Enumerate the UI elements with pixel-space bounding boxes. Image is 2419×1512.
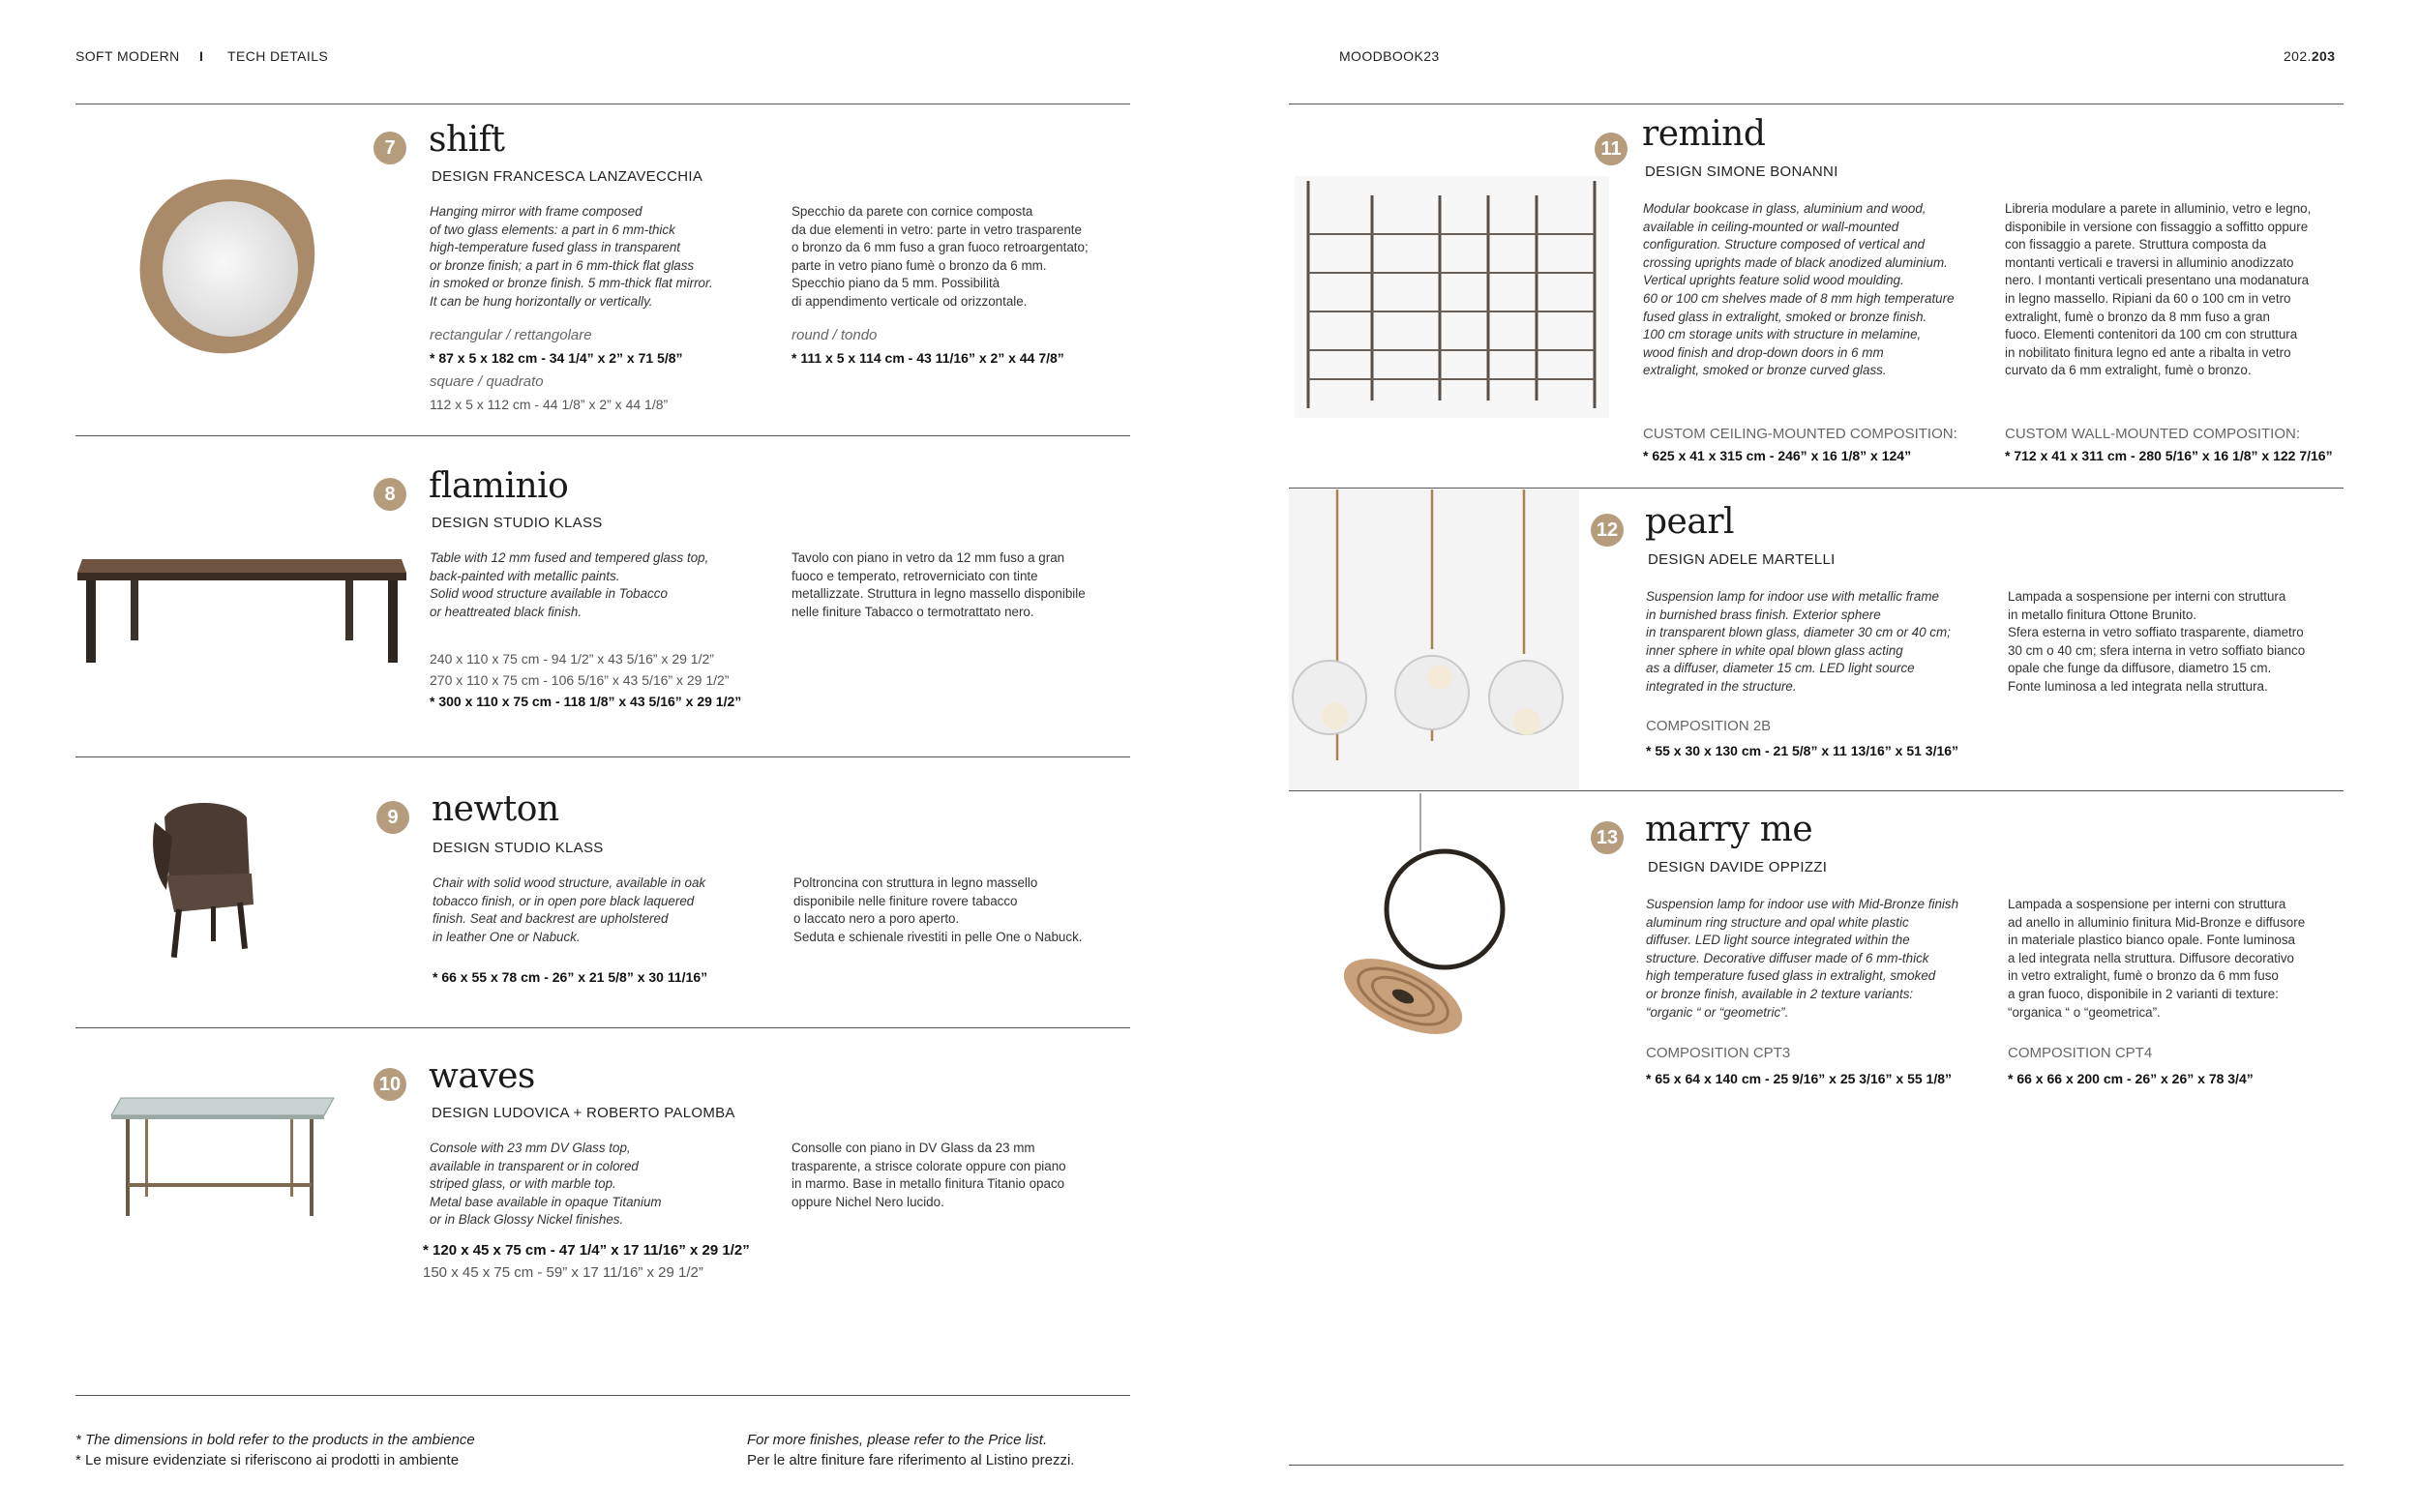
product-number-badge: 12 — [1591, 514, 1624, 547]
composition-label: COMPOSITION CPT4 — [2008, 1045, 2153, 1061]
designer-name: DESIGN STUDIO KLASS — [433, 840, 604, 856]
waves-console-image — [106, 1088, 339, 1229]
description-english: Hanging mirror with frame composed of two glass elements: a part in 6 mm-thick high-temperature fused glass in transparent or bronze finish; a part in 6 mm-thick flat glass in smoked or bronze finish. 5 mm-thick flat mirror. It can be hung horizontally or vertically. — [430, 204, 713, 309]
description-italian: Specchio da parete con cornice composta da due elementi in vetro: parte in vetro trasparente o bronzo da 6 mm fuso a gran fuoco retroargentato; parte in vetro piano fumè o bronzo da 6 mm. Specchio piano da 5 mm. Possibilità di appendimento verticale od orizzontale. — [791, 204, 1089, 309]
composition-label: COMPOSITION 2B — [1646, 718, 1772, 734]
description-italian: Lampada a sospensione per interni con struttura ad anello in alluminio finitura Mid-Bronze e diffusore in materiale plastico bianco opale. Fonte luminosa a led integrata nella struttura. Diffusore decorativo in vetro extralight, fumè o bronzo da 6 mm fuso a gran fuoco, disponibile in 2 varianti di texture: “organica “ o “geometrica”. — [2008, 897, 2306, 1020]
product-number-badge: 10 — [373, 1068, 406, 1101]
variant-label: square / quadrato — [430, 373, 544, 390]
header-separator: I — [199, 48, 204, 64]
description-english: Table with 12 mm fused and tempered glass top, back-painted with metallic paints. Solid wood structure available in Tobacco or heattreated black finish. — [430, 550, 709, 619]
variant-label: round / tondo — [791, 327, 878, 343]
divider — [1289, 488, 2344, 489]
product-title: shift — [429, 120, 505, 160]
product-title: flaminio — [429, 466, 569, 506]
divider — [1289, 1465, 2344, 1466]
description-english: Chair with solid wood structure, available in oak tobacco finish, or in open pore black laquered finish. Seat and backrest are upholstered in leather One or Nabuck. — [433, 875, 706, 944]
product-title: marry me — [1645, 810, 1813, 849]
remind-bookcase-image — [1295, 176, 1609, 423]
dimension-bold: * 300 x 110 x 75 cm - 118 1/8” x 43 5/16” x 29 1/2” — [430, 694, 742, 709]
shift-mirror-image — [126, 164, 319, 363]
dimension: 270 x 110 x 75 cm - 106 5/16” x 43 5/16” x 29 1/2” — [430, 672, 730, 688]
designer-name: DESIGN LUDOVICA + ROBERTO PALOMBA — [432, 1105, 735, 1121]
product-number-badge: 13 — [1591, 821, 1624, 854]
product-title: waves — [429, 1056, 535, 1096]
divider — [75, 435, 1130, 436]
newton-chair-image — [145, 798, 261, 967]
description-english: Suspension lamp for indoor use with metallic frame in burnished brass finish. Exterior sphere in transparent blown glass, diameter 30 cm or 40 cm; inner sphere in white opal blown glass acting as a diffuser, diameter 15 cm. LED light source integrated in the structure. — [1646, 589, 1951, 694]
dimension-bold: * 55 x 30 x 130 cm - 21 5/8” x 11 13/16” x 51 3/16” — [1646, 743, 1959, 758]
divider — [75, 1027, 1130, 1028]
product-number-badge: 11 — [1595, 133, 1628, 165]
description-italian: Tavolo con piano in vetro da 12 mm fuso a gran fuoco e temperato, retroverniciato con tinte metallizzate. Struttura in legno massello disponibile nelle finiture Tabacco o termotrattato nero. — [791, 550, 1086, 619]
footer-note-dimensions: * The dimensions in bold refer to the products in the ambience * Le misure evidenziate si riferiscono ai prodotti in ambiente — [75, 1432, 475, 1468]
product-title: newton — [432, 789, 559, 829]
description-english: Modular bookcase in glass, aluminium and wood, available in ceiling-mounted or wall-mounted configuration. Structure composed of vertical and crossing uprights made of black anodized aluminium. Vertical uprights feature solid wood moulding. 60 or 100 cm shelves made of 8 mm high temperature fused glass in extralight, smoked or bronze finish. 100 cm storage units with structure in melamine, wood finish and drop-down doors in 6 mm extralight, smoked or bronze curved glass. — [1643, 201, 1955, 378]
flaminio-table-image — [73, 551, 411, 672]
dimension-bold: * 66 x 66 x 200 cm - 26” x 26” x 78 3/4” — [2008, 1071, 2254, 1086]
header-moodbook-title: MOODBOOK23 — [1339, 48, 1440, 64]
description-italian: Poltroncina con struttura in legno massello disponibile nelle finiture rovere tabacco o laccato nero a poro aperto. Seduta e schienale rivestiti in pelle One o Nabuck. — [793, 875, 1083, 944]
designer-name: DESIGN DAVIDE OPPIZZI — [1648, 859, 1828, 875]
designer-name: DESIGN SIMONE BONANNI — [1645, 163, 1838, 180]
product-number-badge: 9 — [376, 801, 409, 834]
dimension-bold: * 111 x 5 x 114 cm - 43 11/16” x 2” x 44 7/8” — [791, 350, 1064, 366]
page-number: 202.203 — [2284, 48, 2336, 64]
marry-me-lamp-image — [1335, 793, 1519, 1059]
description-italian: Lampada a sospensione per interni con struttura in metallo finitura Ottone Brunito. Sfera esterna in vetro soffiato trasparente, diametro 30 cm o 40 cm; sfera interna in vetro soffiato bianco opale che funge da diffusore, diametro 15 cm. Fonte luminosa a led integrata nella struttura. — [2008, 589, 2306, 694]
product-title: pearl — [1645, 502, 1735, 542]
dimension: 240 x 110 x 75 cm - 94 1/2” x 43 5/16” x 29 1/2” — [430, 651, 714, 667]
divider — [75, 1395, 1130, 1396]
composition-label: CUSTOM WALL-MOUNTED COMPOSITION: — [2005, 426, 2301, 442]
designer-name: DESIGN FRANCESCA LANZAVECCHIA — [432, 168, 703, 185]
header-section-label: SOFT MODERN — [75, 48, 180, 64]
product-number-badge: 8 — [373, 478, 406, 511]
footer-note-finishes: For more finishes, please refer to the Price list. Per le altre finiture fare riferimento al Listino prezzi. — [747, 1432, 1075, 1468]
dimension: 150 x 45 x 75 cm - 59” x 17 11/16” x 29 1/2” — [423, 1264, 703, 1281]
description-italian: Libreria modulare a parete in alluminio, vetro e legno, disponibile in versione con fissaggio a soffitto oppure con fissaggio a parete. Struttura composta da montanti verticali e traversi in alluminio anodizzato nero. I montanti verticali presentano una modanatura in legno massello. Ripiani da 60 o 100 cm in vetro extralight, fumè o bronzo da 8 mm fuso a gran fuoco. Elementi contenitori da 100 cm con struttura in nobilitato finitura legno ed ante a ribalta in vetro curvato da 6 mm extralight, fumè o bronzo. — [2005, 201, 2312, 378]
dimension-bold: * 87 x 5 x 182 cm - 34 1/4” x 2” x 71 5/8” — [430, 350, 683, 366]
dimension-bold: * 625 x 41 x 315 cm - 246” x 16 1/8” x 124” — [1643, 448, 1912, 463]
designer-name: DESIGN ADELE MARTELLI — [1648, 551, 1836, 568]
product-number-badge: 7 — [373, 132, 406, 164]
composition-label: CUSTOM CEILING-MOUNTED COMPOSITION: — [1643, 426, 1957, 442]
description-italian: Consolle con piano in DV Glass da 23 mm trasparente, a strisce colorate oppure con piano in marmo. Base in metallo finitura Titanio opaco oppure Nichel Nero lucido. — [791, 1141, 1066, 1209]
designer-name: DESIGN STUDIO KLASS — [432, 515, 603, 531]
dimension-bold: * 66 x 55 x 78 cm - 26” x 21 5/8” x 30 11/16” — [433, 969, 708, 985]
variant-label: rectangular / rettangolare — [430, 327, 592, 343]
product-title: remind — [1642, 114, 1766, 154]
header-sub-label: TECH DETAILS — [227, 48, 329, 64]
description-english: Console with 23 mm DV Glass top, available in transparent or in colored striped glass, or with marble top. Metal base available in opaque Titanium or in Black Glossy Nickel finishes. — [430, 1141, 662, 1228]
divider — [75, 756, 1130, 757]
dimension-bold: * 65 x 64 x 140 cm - 25 9/16” x 25 3/16” x 55 1/8” — [1646, 1071, 1953, 1086]
description-english: Suspension lamp for indoor use with Mid-Bronze finish aluminum ring structure and opal white plastic diffuser. LED light source integrated within the structure. Decorative diffuser made of 6 mm-thick high temperature fused glass in extralight, smoked or bronze finish, available in 2 texture variants: “organic “ or “geometric”. — [1646, 897, 1959, 1020]
pearl-lamp-image — [1289, 489, 1579, 794]
composition-label: COMPOSITION CPT3 — [1646, 1045, 1791, 1061]
dimension-bold: * 120 x 45 x 75 cm - 47 1/4” x 17 11/16” x 29 1/2” — [423, 1242, 750, 1259]
dimension-bold: * 712 x 41 x 311 cm - 280 5/16” x 16 1/8” x 122 7/16” — [2005, 448, 2333, 463]
dimension: 112 x 5 x 112 cm - 44 1/8” x 2” x 44 1/8” — [430, 397, 669, 412]
